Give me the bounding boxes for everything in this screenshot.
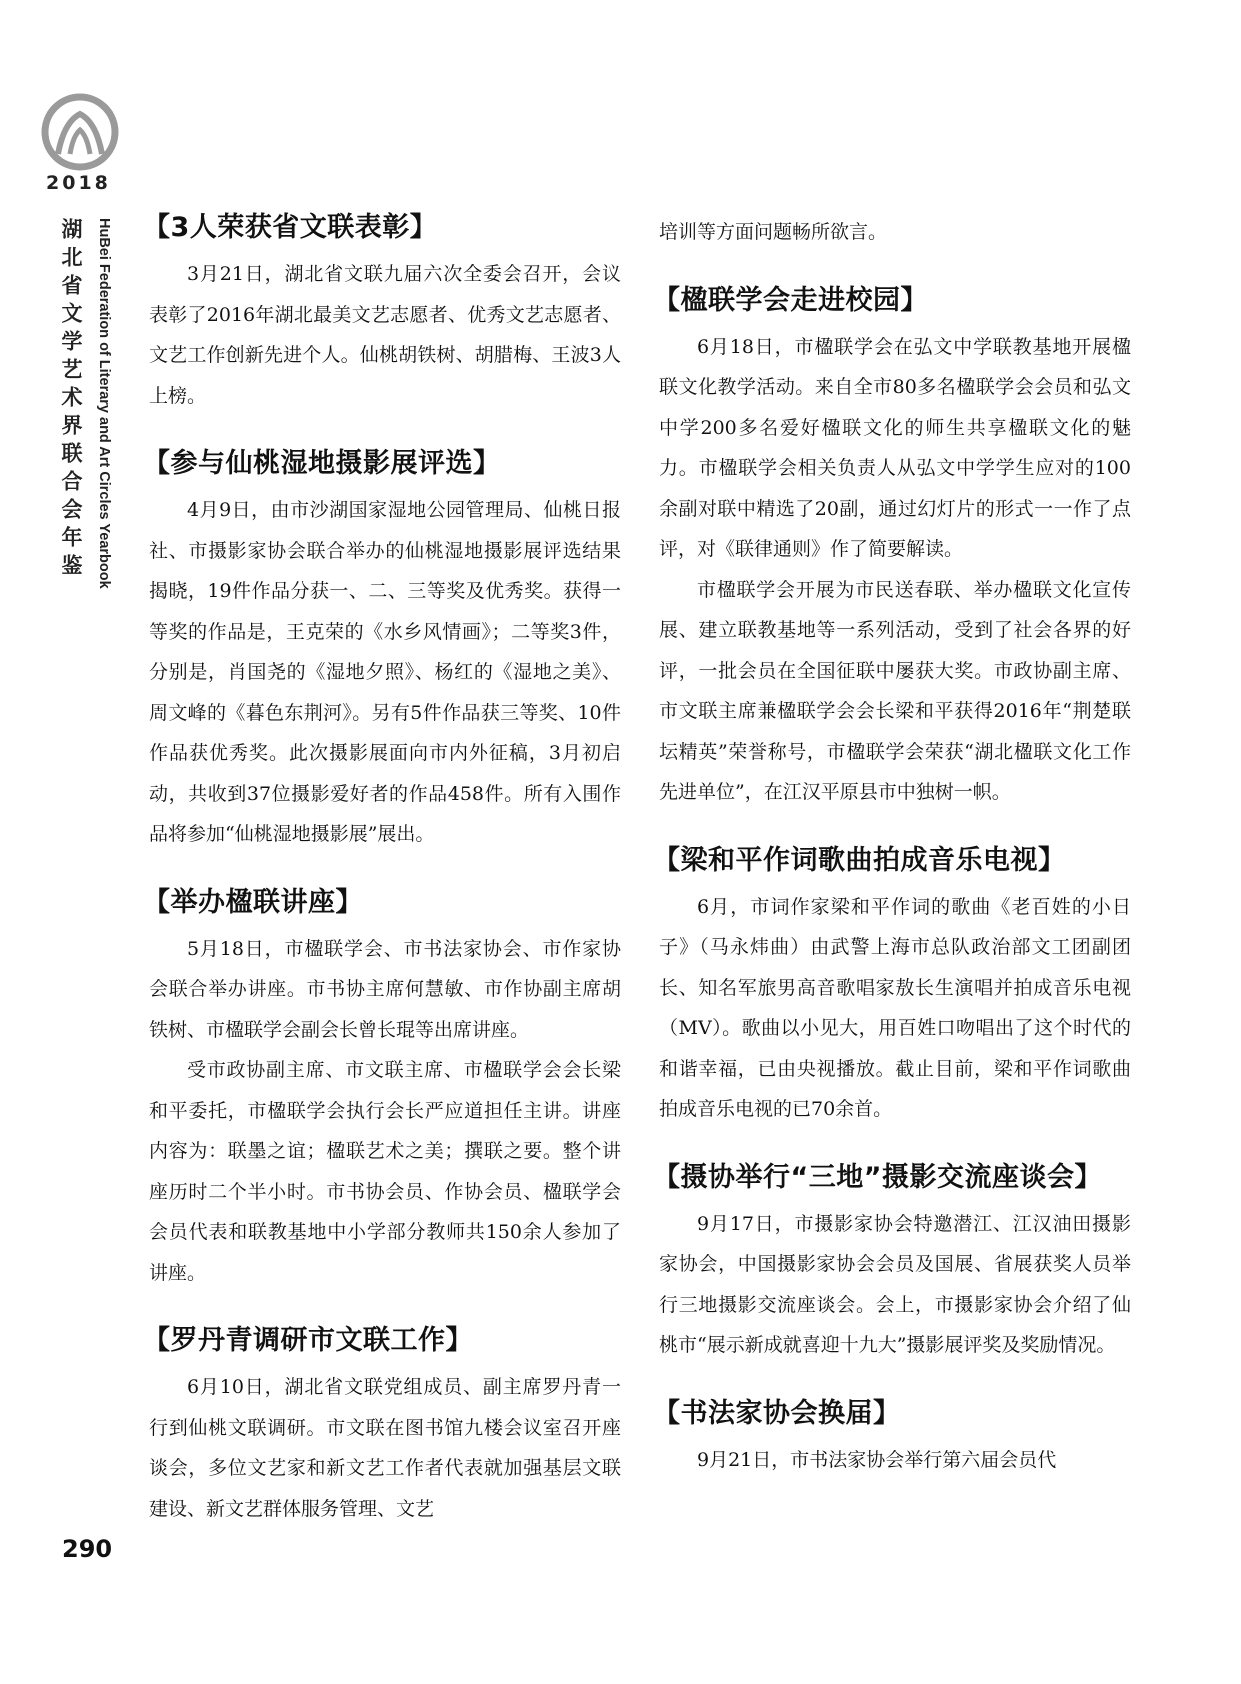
section-heading: 【楹联学会走进校园】 [653,284,928,316]
news-section [143,208,621,416]
news-section [653,1158,1131,1366]
paragraph: 3月21日，湖北省文联九届六次全委会召开，会议表彰了2016年湖北最美文艺志愿者、优秀文艺志愿者、文艺工作创新先进个人。仙桃胡铁树、胡腊梅、王波3人上榜。 [149,263,621,407]
left-column [143,208,621,1557]
paragraph: 市楹联学会开展为市民送春联、举办楹联文化宣传展、建立联教基地等一系列活动，受到了社会各界的好评，一批会员在全国征联中屡获大奖。市政协副主席、市文联主席兼楹联学会会长梁和平获得2016年“荆楚联坛精英”荣誉称号，市楹联学会荣获“湖北楹联文化工作先进单位”，在江汉平原县市中独树一帜。 [659,578,1131,803]
section-heading: 【书法家协会换届】 [653,1397,901,1429]
side-title-chinese: 湖北省文学艺术界联合会年鉴 [59,218,83,582]
paragraph: 6月，市词作家梁和平作词的歌曲《老百姓的小日子》（马永炜曲）由武警上海市总队政治部文工团副团长、知名军旅男高音歌唱家敖长生演唱并拍成音乐电视（MV）。歌曲以小见大，用百姓口吻唱出了这个时代的和谐幸福，已由央视播放。截止目前，梁和平作词歌曲拍成音乐电视的已70余首。 [659,895,1131,1120]
news-section [653,281,1131,813]
paragraph: 9月17日，市摄影家协会特邀潜江、江汉油田摄影家协会，中国摄影家协会会员及国展、省展获奖人员举行三地摄影交流座谈会。会上，市摄影家协会介绍了仙桃市“展示新成就喜迎十九大”摄影展评奖及奖励情况。 [659,1212,1131,1356]
news-section [143,883,621,1294]
side-title-english: HuBei Federation of Literary and Art Circles Yearbook [96,218,112,589]
paragraph: 6月18日，市楹联学会在弘文中学联教基地开展楹联文化教学活动。来自全市80多名楹联学会会员和弘文中学200多名爱好楹联文化的师生共享楹联文化的魅力。市楹联学会相关负责人从弘文中学学生应对的100余副对联中精选了20副，通过幻灯片的形式一一作了点评，对《联律通则》作了简要解读。 [659,335,1131,560]
news-section [653,841,1131,1130]
right-column [653,212,1131,1508]
section-heading: 【摄协举行“三地”摄影交流座谈会】 [653,1161,1102,1193]
section-heading: 【梁和平作词歌曲拍成音乐电视】 [653,844,1066,876]
paragraph: 5月18日，市楹联学会、市书法家协会、市作家协会联合举办讲座。市书协主席何慧敏、市作协副主席胡铁树、市楹联学会副会长曾长琨等出席讲座。 [149,937,621,1041]
news-section [143,1321,621,1529]
news-section [653,1394,1131,1481]
paragraph: 4月9日，由市沙湖国家湿地公园管理局、仙桃日报社、市摄影家协会联合举办的仙桃湿地摄影展评选结果揭晓，19件作品分获一、二、三等奖及优秀奖。获得一等奖的作品是，王克荣的《水乡风情画》；二等奖3件，分别是，肖国尧的《湿地夕照》、杨红的《湿地之美》、周文峰的《暮色东荆河》。另有5件作品获三等奖、10件作品获优秀奖。此次摄影展面向市内外征稿，3月初启动，共收到37位摄影爱好者的作品458件。所有入围作品将参加“仙桃湿地摄影展”展出。 [149,499,621,845]
page-number: 290 [62,1535,113,1563]
news-section [143,444,621,855]
section-heading: 【参与仙桃湿地摄影展评选】 [143,448,501,479]
news-section [659,212,1131,253]
section-heading: 【罗丹青调研市文联工作】 [143,1325,473,1356]
continued-paragraph: 培训等方面问题畅所欲言。 [659,221,888,243]
yearbook-year: 2018 [46,172,111,194]
paragraph: 受市政协副主席、市文联主席、市楹联学会会长梁和平委托，市楹联学会执行会长严应道担任主讲。讲座内容为：联墨之谊；楹联艺术之美；撰联之要。整个讲座历时二个半小时。市书协会员、作协会员、楹联学会会员代表和联教基地中小学部分教师共150余人参加了讲座。 [149,1059,621,1284]
paragraph: 9月21日，市书法家协会举行第六届会员代 [697,1448,1057,1471]
paragraph: 6月10日，湖北省文联党组成员、副主席罗丹青一行到仙桃文联调研。市文联在图书馆九楼会议室召开座谈会，多位文艺家和新文艺工作者代表就加强基层文联建设、新文艺群体服务管理、文艺 [149,1376,621,1520]
section-heading: 【举办楹联讲座】 [143,886,363,918]
yearbook-logo-icon [40,92,120,172]
section-heading: 【3人荣获省文联表彰】 [143,212,438,243]
